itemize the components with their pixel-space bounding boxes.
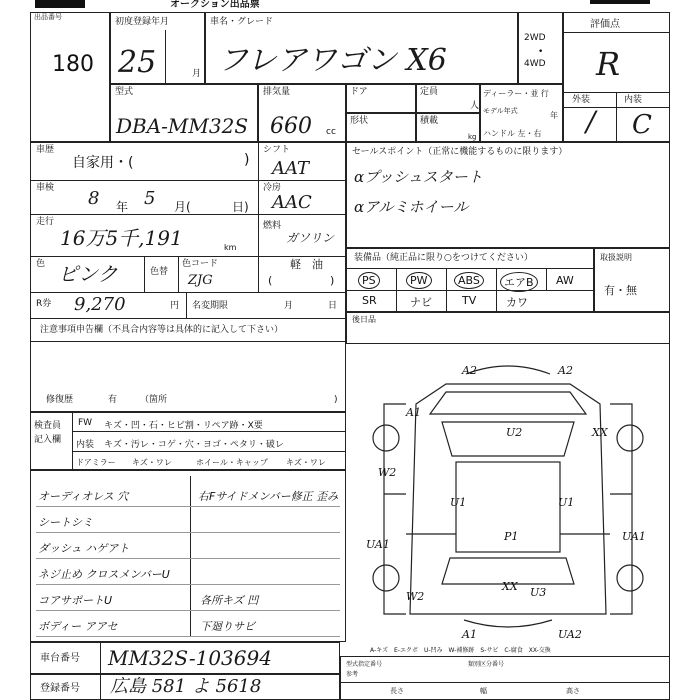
spec-l1: 型式指定番号 (346, 661, 383, 668)
checklist-row1-head: FW (78, 418, 93, 428)
load-label: 積載 (420, 116, 439, 126)
note-left-4: ネジ止め クロスメンバーU (38, 568, 170, 581)
equip-abs: ABS (454, 272, 484, 289)
fuel-value: ガソリン (286, 231, 335, 245)
note-right-5: 各所キズ 凹 (200, 594, 259, 607)
rating-int-label: 内装 (624, 95, 643, 105)
plate-label: 登録番号 (40, 683, 80, 694)
spec-l5: 幅 (480, 687, 487, 695)
car-name-value: フレアワゴン X6 (218, 43, 447, 78)
left-side (384, 404, 406, 614)
equipment-line1 (346, 268, 594, 269)
registration-divider (165, 30, 166, 84)
drive-dot: • (538, 47, 544, 57)
header-right-block (590, 0, 650, 4)
note-left-2: シートシミ (38, 516, 93, 529)
car-name-label: 車名・グレード (210, 17, 274, 27)
color-divider-2 (178, 256, 179, 292)
lot-box (30, 12, 110, 142)
mileage-unit: km (224, 243, 237, 252)
fuel-paren-open: ( (268, 274, 273, 287)
chassis-value: MM32S-103694 (108, 646, 272, 670)
spec-l3: 参考 (346, 671, 359, 678)
drive-2wd: 2WD (524, 33, 546, 43)
wheel-rear-left (373, 565, 399, 591)
notes-rule (36, 558, 340, 559)
color-value: ピンク (58, 262, 118, 286)
mark-ua1-left: UA1 (366, 538, 390, 551)
usage-value: 自家用・( (72, 155, 134, 171)
wheel-front-right (617, 425, 643, 451)
mark-w2-left: W2 (378, 466, 397, 479)
shape-label: 形状 (350, 116, 369, 126)
rating-label: 評価点 (590, 19, 620, 30)
mark-ua1-right: UA1 (622, 530, 646, 543)
dealer-label: ディーラー・並 行 (483, 89, 549, 98)
capacity-unit: 人 (470, 101, 480, 111)
inspection-label: 車検 (36, 183, 55, 193)
capacity-label: 定員 (420, 87, 439, 97)
rating-divider (616, 92, 617, 142)
registration-year: 25 (118, 45, 157, 80)
note-left-5: コアサポートU (38, 594, 113, 607)
checklist-label1: 検査員 (34, 421, 62, 431)
chassis-label: 車台番号 (40, 653, 80, 664)
recycle-unit: 円 (170, 301, 180, 311)
color-change-label: 色替 (150, 267, 169, 277)
note-left-1: オーディオレス 穴 (38, 490, 129, 503)
mileage-label: 走行 (36, 217, 55, 227)
mark-a1-front: A1 (406, 406, 421, 419)
mark-u1-right: U1 (558, 496, 575, 509)
notes-rule (36, 532, 340, 533)
repair-label: 修復歴 (46, 395, 74, 405)
aftermarket-box (346, 312, 670, 344)
right-side (610, 404, 632, 614)
mark-a2-left: A2 (462, 364, 477, 377)
displacement-value: 660 (270, 114, 312, 139)
inspection-month-unit: 月( (174, 200, 191, 214)
front-bumper (466, 366, 550, 374)
dealer-model-year: モデル年式 (483, 107, 518, 115)
displacement-unit: cc (326, 127, 336, 137)
inspection-year-unit: 年 (116, 200, 129, 214)
notes-rule (36, 610, 340, 611)
equip-pw: PW (406, 272, 432, 289)
checklist-row3-mid2: キズ・ワレ (286, 458, 326, 467)
ac-label: 冷房 (263, 183, 282, 193)
note-right-1: 右Fサイドメンバー修正 歪み (198, 490, 339, 503)
usage-close: ) (244, 152, 250, 168)
equip-aw: AW (556, 274, 574, 287)
info-line-1 (30, 180, 346, 181)
equip-leather: カワ (506, 296, 528, 309)
note-left-3: ダッシュ ハゲアト (38, 542, 130, 555)
spec-line (340, 682, 670, 683)
checklist-row1-text: キズ・凹・石・ヒビ割・リペア跡・X要 (104, 421, 263, 431)
equip-airbag: エアB (500, 272, 538, 292)
rating-line1 (563, 32, 670, 33)
equip-sr: SR (362, 294, 377, 307)
header-logo-block (35, 0, 85, 8)
fuel-label: 燃料 (263, 221, 282, 231)
model-label: 型式 (115, 87, 134, 97)
rear-bumper (464, 620, 552, 627)
mark-a2-right: A2 (558, 364, 573, 377)
spec-l4: 長さ (390, 687, 404, 695)
equipment-col3 (496, 268, 497, 312)
drive-4wd: 4WD (524, 59, 546, 69)
checklist-row3-mid1: キズ・ワレ (132, 458, 172, 467)
damage-legend: A-キズ E-エクボ U-凹み W-補修跡 S-サビ C-腐食 XX-交換 (370, 647, 551, 654)
checklist-row2-text: キズ・汚レ・コゲ・穴・ヨゴ・ペタリ・破レ (104, 440, 284, 450)
remarks-box (30, 318, 346, 412)
sales-point-label: セールスポイント（正常に機能するものに限ります） (352, 147, 568, 157)
checklist-line1 (72, 431, 346, 432)
sales-point-box (346, 142, 670, 248)
deadline-label: 名変期限 (192, 301, 229, 311)
equipment-line2 (346, 290, 594, 291)
sales-point-line2: αアルミホイール (354, 198, 469, 216)
color-divider (144, 256, 145, 292)
mark-ua2-rear: UA2 (558, 628, 582, 641)
dealer-handle: ハンドル 左・右 (483, 129, 542, 138)
recycle-label: R券 (36, 299, 52, 309)
equipment-label: 装備品（純正品に限り○をつけてください） (354, 253, 533, 263)
equipment-col4 (546, 268, 547, 290)
registration-label: 初度登録年月 (115, 17, 170, 27)
equip-tv: TV (462, 294, 477, 307)
mark-w2-rear: W2 (406, 590, 425, 603)
hood (430, 392, 586, 414)
shift-label: シフト (263, 145, 291, 155)
notes-rule (36, 636, 340, 637)
aftermarket-label: 後日品 (352, 315, 376, 324)
dealer-year-unit: 年 (550, 111, 558, 120)
notes-divider (190, 476, 191, 636)
repair-close: ) (334, 395, 338, 405)
spec-l6: 高さ (566, 687, 580, 695)
equipment-col2 (446, 268, 447, 312)
displacement-label: 排気量 (263, 87, 291, 97)
notes-rule (36, 584, 340, 585)
repair-value: 有 (108, 395, 118, 405)
model-value: DBA-MM32S (116, 114, 249, 138)
header-strip (30, 0, 670, 12)
info-divider (258, 142, 259, 292)
rating-ext-label: 外装 (572, 95, 591, 105)
rating-int-value: C (632, 110, 652, 140)
wheel-rear-right (617, 565, 643, 591)
note-right-6: 下廻りサビ (200, 620, 255, 633)
mark-p1: P1 (504, 530, 519, 543)
checklist-row3-head: ドアミラー (76, 458, 116, 467)
rating-ext-value: / (586, 105, 596, 138)
fuel-paren-close: ) (330, 274, 335, 287)
shift-value: AAT (272, 158, 310, 179)
color-label: 色 (36, 259, 46, 269)
load-unit: kg (468, 133, 477, 141)
header-title: オークション出品票 (170, 0, 260, 10)
mileage-value: 16万5千,191 (60, 226, 183, 250)
sales-point-line1: αプッシュスタート (354, 168, 483, 186)
lot-number: 180 (52, 52, 94, 77)
usage-label: 車歴 (36, 145, 55, 155)
equipment-col1 (396, 268, 397, 312)
rating-value: R (596, 45, 621, 83)
mark-xx-front: XX (592, 426, 608, 439)
car-damage-diagram (346, 344, 670, 642)
checklist-row2-head: 内装 (76, 440, 95, 450)
inspection-year: 8 (88, 188, 100, 209)
deadline-month-unit: 月 (284, 301, 294, 311)
info-line-4 (30, 292, 346, 293)
checklist-label2: 記入欄 (34, 435, 62, 445)
repair-detail: （箇所 (140, 395, 168, 405)
fuel-alt: 軽 油 (290, 258, 323, 271)
spec-l2: 類別区分番号 (468, 661, 505, 668)
remarks-label: 注意事項申告欄（不具合内容等は具体的に記入して下さい） (40, 325, 284, 335)
wheel-front-left (373, 425, 399, 451)
equip-ps: PS (358, 272, 380, 289)
mark-u1-left: U1 (450, 496, 467, 509)
mark-u3: U3 (530, 586, 547, 599)
door-label: ドア (350, 87, 368, 97)
color-code-value: ZJG (188, 273, 213, 288)
color-code-label: 色コード (182, 259, 219, 269)
checklist-divider (72, 412, 73, 470)
mark-u2: U2 (506, 426, 523, 439)
inspection-month: 5 (144, 188, 156, 209)
equip-navi: ナビ (410, 296, 432, 309)
notes-rule (36, 506, 340, 507)
recycle-divider (186, 292, 187, 318)
inspection-day-unit: 日) (232, 200, 249, 214)
deadline-day-unit: 日 (328, 301, 338, 311)
checklist-line2 (72, 451, 346, 452)
manual-value: 有・無 (604, 284, 637, 297)
lot-label: 出品番号 (34, 13, 62, 21)
ac-value: AAC (272, 192, 312, 213)
manual-label: 取扱説明 (600, 253, 632, 262)
note-left-6: ボディー アアセ (38, 620, 118, 633)
mark-xx-rear: XX (502, 580, 518, 593)
recycle-value: 9,270 (74, 294, 126, 315)
plate-value: 広島 581 よ 5618 (110, 676, 262, 697)
mark-a1-rear: A1 (462, 628, 477, 641)
checklist-row3-head2: ホイール・キャップ (196, 458, 268, 467)
registration-month-unit: 月 (192, 69, 202, 79)
